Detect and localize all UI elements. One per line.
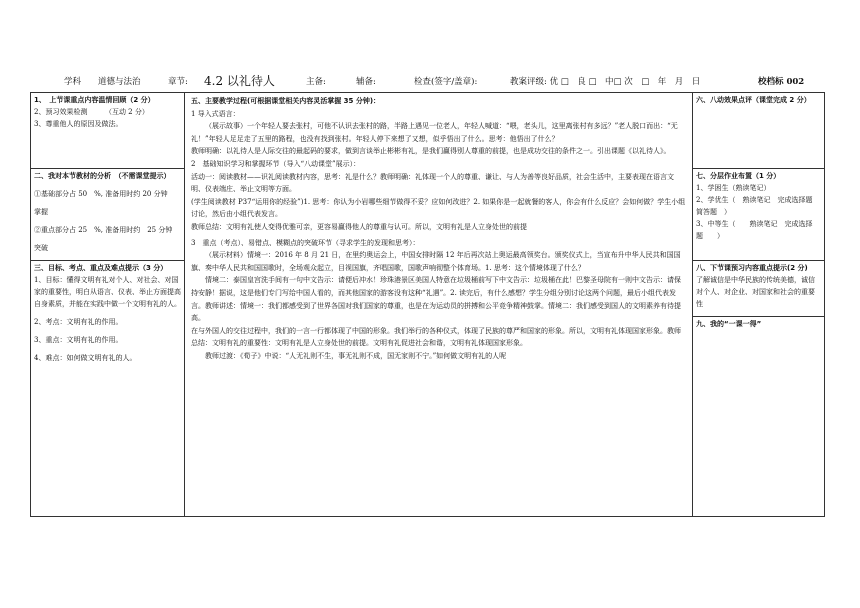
section-1-line-2: 2、预习效果检测 （互动 2 分） xyxy=(34,108,149,116)
section-2-line-1b: 掌握 xyxy=(34,208,48,216)
intro-conclusion: 教师明确：以礼待人是人际交往的最起码的要求，做到言谈举止彬彬有礼，是我们赢得别人尊重的前提，也是成功交往的条件之一。引出课题《以礼待人》。 xyxy=(191,147,671,156)
preparer-label: 主备: xyxy=(306,77,326,87)
section-1-title: 1、 上节课重点内容温情回顾（2 分） xyxy=(34,96,155,104)
subject-value: 道德与法治 xyxy=(98,77,141,87)
key-point-heading: 3 重点（考点）、易错点、模糊点的突破环节（寻求学生的发现和思考）： xyxy=(191,238,420,247)
basic-knowledge-heading: 2 基础知识学习和掌握环节（导入“八动课堂”展示）： xyxy=(191,159,361,168)
section-2-line-2b: 突破 xyxy=(34,244,48,252)
section-8-cell xyxy=(693,260,825,316)
homework-line-1: 1、学困生（熟读笔记） xyxy=(696,184,771,192)
section-2-title: 二、我对本节教材的分析 （不需课堂提示） xyxy=(34,172,171,180)
section-7-title: 七、分层作业布置（1 分） xyxy=(696,172,781,180)
chapter-label: 章节: xyxy=(168,77,188,87)
chapter-title: 4.2 以礼待人 xyxy=(204,74,275,88)
section-2-line-1: ①基础部分占 50 %, 准备用时约 20 分钟 xyxy=(34,190,168,198)
lesson-table xyxy=(30,92,825,517)
section-7-cell xyxy=(693,168,825,260)
subject-label: 学科 xyxy=(64,77,82,87)
school-code: 校档标 002 xyxy=(758,77,805,87)
teacher-transition: 教师过渡：《荀子》中说：“人无礼则不生，事无礼则不成，国无家则不宁。”如何做文明有礼的人呢 xyxy=(205,351,507,360)
section-6-title: 六、八动效果点评（课堂完成 2 分） xyxy=(696,96,811,104)
intro-story: （展示故事）一个年轻人要去张村，可他不认识去张村的路，半路上遇见一位老人，年轻人喊道：“喂，老头儿，这里离张村有多远？”老人脱口而出：“无礼！”年轻人足足走了五里的路程，也没有找到张村。年轻人停下来想了又想，似乎悟出了什么。思考：他悟出了什么？ xyxy=(191,122,678,143)
section-2-line-2: ②重点部分占 25 %, 准备用时约 25 分钟 xyxy=(34,226,173,234)
section-1-line-3: 3、尊重他人的原因及做法。 xyxy=(34,120,123,128)
reading-task: (学生阅读教材 P37“运用你的经验”)1. 思考：你认为小岩哪些细节做得不妥？应如何改进？2. 如果你是一起就餐的客人，你会有什么反应？会如何做？学生小组讨论，然后由小组代表发言。 xyxy=(191,197,686,219)
section-5-title: 五、主要教学过程(可根据课堂相关内容灵活掌握 35 分钟)： xyxy=(191,97,381,105)
section-3-title: 三、目标、考点、重点及难点提示（3 分） xyxy=(34,264,168,272)
homework-line-3: 3、中等生（ 熟读笔记 完成选择题 ） xyxy=(696,220,813,240)
section-2-cell xyxy=(30,168,185,260)
rating-label: 教案评级: 优 □ 良 □ 中□ 次 □ 年 月 日 xyxy=(510,77,701,87)
activity-one: 活动一：阅读教材——识礼阅读教材内容，思考：礼是什么？教师明确：礼体现一个人的尊重、谦让、与人为善等良好品质，社会生活中，主要表现在语言文明、仪表端庄、举止文明等方面。 xyxy=(191,172,674,194)
section-3-line-4: 4、难点：如何做文明有礼的人。 xyxy=(34,354,137,362)
intro-heading: 1 导入式语言： xyxy=(191,109,240,118)
section-5-cell xyxy=(185,92,693,517)
section-6-cell xyxy=(693,92,825,168)
section-9-cell xyxy=(693,316,825,517)
situation-two: 情境二：泰国皇宫洗手间有一句中文告示：请便后冲水！珍珠港景区美国人特意在垃圾桶前写下中文告示：垃圾桶在此！巴黎圣母院有一则中文告示：请保持安静！据说，这是他们专门写给中国人看的，而其他国家的游客没有这种“礼遇”。2. 读完后，有什么感想？学生分组分别讨论这两个问题，最后小组代表发言。教师讲述：情境一：我们都感受到了世界各国对我们国家的尊重，也是在为运动员的拼搏和公平竞争精神鼓掌。情境二：我们感受到国人的文明素养有待提高。 xyxy=(191,276,681,323)
section-8-title: 八、下节课预习内容重点提示(2 分) xyxy=(696,264,808,272)
situation-one: （展示材料）情境一：2016 年 8 月 21 日，在里约奥运会上，中国女排时隔 12 年后再次站上奥运最高领奖台。颁奖仪式上，当宣布升中华人民共和国国旗、奏中华人民共和国国歌时，全场观众起立，目视国旗，齐唱国歌，国歌声响彻整个体育场。1. 思考：这个情境体现了什么？ xyxy=(191,251,681,272)
section-3-line-1: 1、目标：懂得文明有礼对个人、对社会、对国家的重要性，明白从语言、仪表、举止方面提高自身素质，并能在实践中做一个文明有礼的人。 xyxy=(34,276,181,308)
preview-text: 了解诚信是中华民族的传统美德，诚信对个人、对企业、对国家和社会的重要性 xyxy=(696,276,815,308)
assistant-label: 辅备: xyxy=(356,77,376,87)
teacher-summary-1: 教师总结：文明有礼使人变得优雅可亲，更容易赢得他人的尊重与认可。所以，文明有礼是人立身处世的前提 xyxy=(191,222,527,231)
header-row xyxy=(0,72,860,90)
section-3-line-2: 2、考点：文明有礼的作用。 xyxy=(34,318,123,326)
section-3-line-3: 3、重点：文明有礼的作用。 xyxy=(34,336,123,344)
section-9-title: 九、我的“一课一得” xyxy=(696,320,762,328)
homework-line-2: 2、学优生（ 熟读笔记 完成选择题 简答题 ） xyxy=(696,196,820,216)
section-3-cell xyxy=(30,260,185,517)
check-label: 检查(签字/盖章): xyxy=(414,77,478,87)
national-image: 在与外国人的交往过程中，我们的一言一行都体现了中国的形象。我们举行的各种仪式，体现了民族的尊严和国家的形象。所以，文明有礼体现国家形象。教师总结：文明有礼的重要性：文明有礼是人立身处世的前提。文明有礼促进社会和谐，文明有礼体现国家形象。 xyxy=(191,326,681,348)
section-1-cell xyxy=(30,92,185,168)
